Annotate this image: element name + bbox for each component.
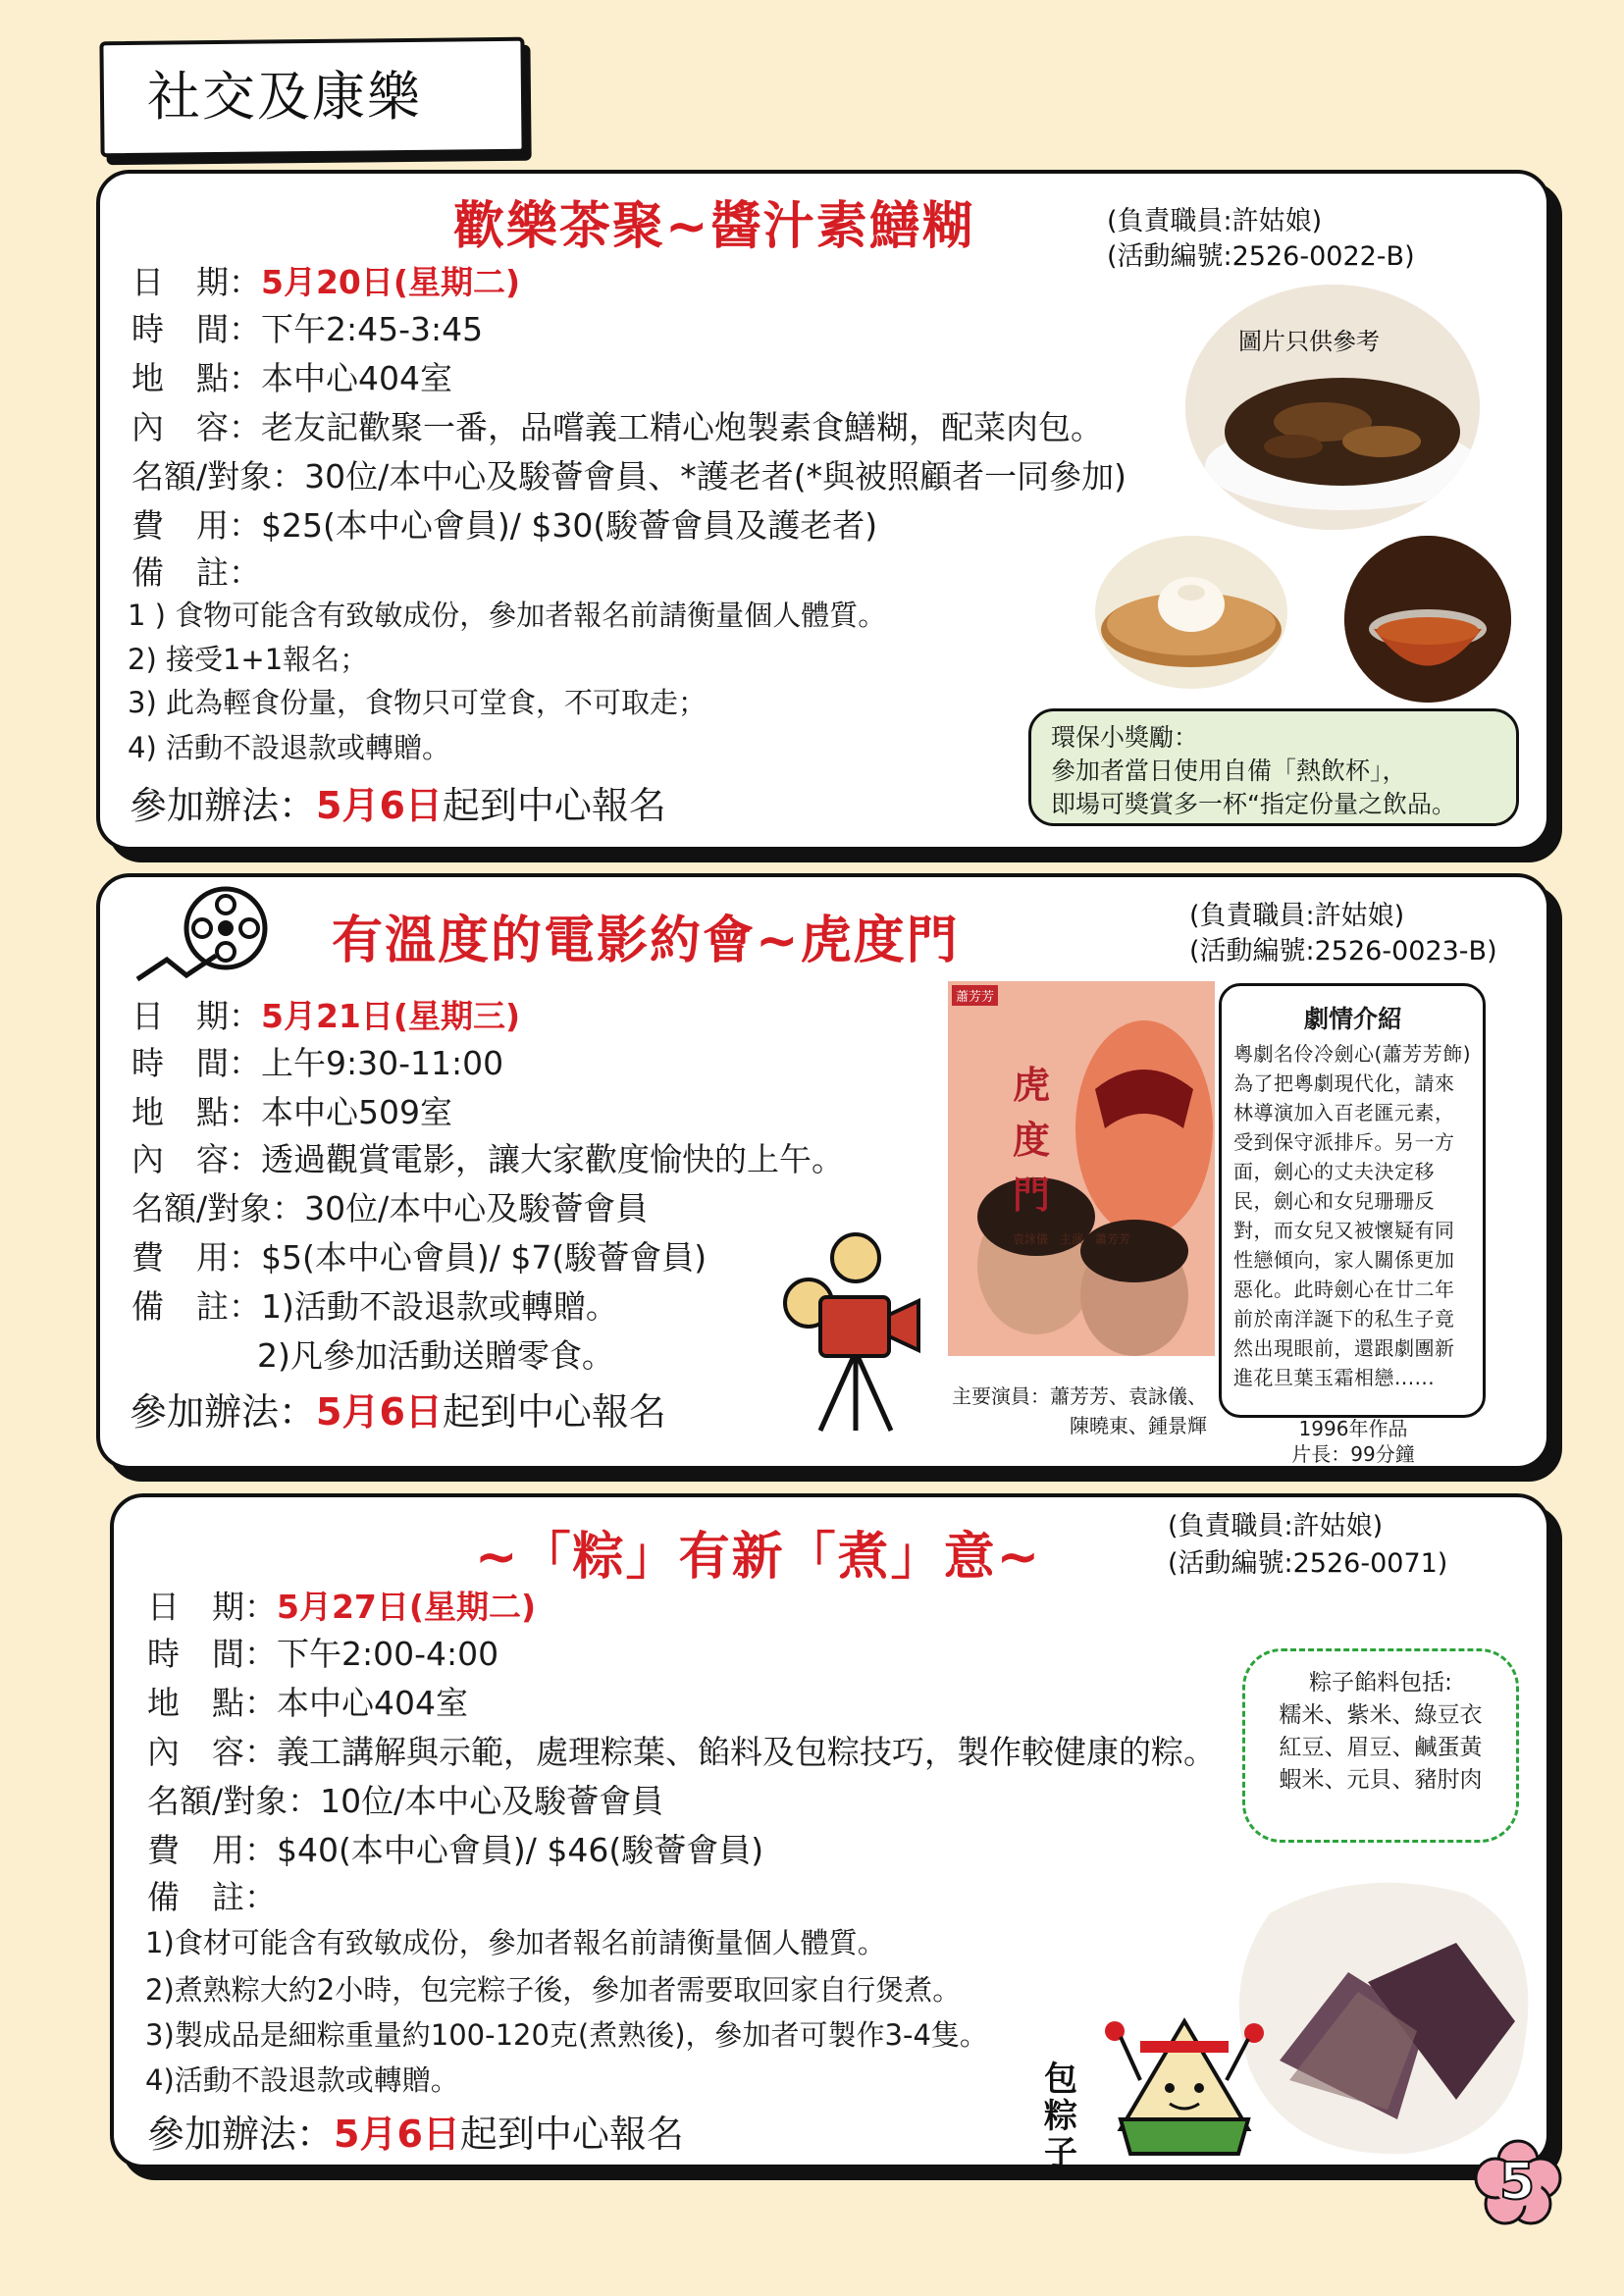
filling-line: 紅豆、眉豆、鹹蛋黃 (1279, 1735, 1483, 1760)
movie-camera-icon (781, 1228, 938, 1435)
quota-label: 名額/對象： (131, 457, 305, 496)
time-value: 下午2:45-3:45 (261, 310, 484, 348)
activity-code: (活動編號:2526-0023-B) (1189, 936, 1497, 966)
plot-year: 1996年作品 (1298, 1417, 1408, 1440)
content-row (131, 1134, 844, 1180)
fee-value: $40(本中心會員)/ $46(駿薈會員) (277, 1831, 764, 1869)
quota-value: 30位/本中心及駿薈會員、*護老者(*與被照顧者一同參加) (304, 457, 1126, 496)
event-title: 歡樂茶聚~醬汁素鱔糊 (453, 197, 975, 256)
fee-value: $25(本中心會員)/ $30(駿薈會員及護老者) (261, 506, 878, 545)
date-row (147, 1582, 536, 1628)
plot-title: 劇情介紹 (1303, 1005, 1402, 1033)
content-value: 義工講解與示範，處理粽葉、餡料及包粽技巧，製作較健康的粽。 (277, 1733, 1216, 1771)
date-label: 日 期： (147, 1588, 277, 1626)
place-label: 地 點： (131, 1093, 261, 1131)
fee-row (131, 1232, 707, 1278)
remark-row (131, 548, 261, 594)
filling-line: 蝦米、元貝、豬肘肉 (1279, 1767, 1483, 1793)
staff-in-charge: (負責職員:許姑娘) (1168, 1511, 1384, 1541)
quota-value: 30位/本中心及駿薈會員 (304, 1189, 649, 1227)
time-row (147, 1629, 498, 1675)
date-row (131, 257, 520, 303)
join-label: 參加辦法： (147, 2113, 335, 2156)
fee-label: 費 用： (147, 1831, 277, 1869)
event-title: 有溫度的電影約會~虎度門 (332, 912, 960, 970)
join-label: 參加辦法： (130, 784, 317, 827)
join-suffix: 起到中心報名 (442, 1390, 666, 1434)
content-value: 透過觀賞電影，讓大家歡度愉快的上午。 (261, 1140, 844, 1178)
registration-info (130, 775, 666, 829)
remark-item: 3) 此為輕食份量，食物只可堂食，不可取走； (128, 686, 707, 719)
fee-row (147, 1825, 763, 1871)
remark-row (147, 1872, 277, 1918)
fee-label: 費 用： (131, 1238, 261, 1277)
eco-line: 即場可獎賞多一杯“指定份量之飲品。 (1051, 790, 1456, 818)
poster-credit: 袁詠儀 主演 蕭芳芳 (1013, 1232, 1131, 1246)
filling-line: 糯米、紫米、綠豆衣 (1279, 1702, 1483, 1728)
fee-value: $5(本中心會員)/ $7(駿薈會員) (261, 1238, 707, 1277)
content-label: 內 容： (147, 1733, 277, 1771)
place-value: 本中心404室 (277, 1684, 468, 1722)
time-label: 時 間： (131, 1044, 261, 1082)
registration-info (147, 2104, 684, 2158)
bun-photo (1093, 514, 1289, 691)
date-label: 日 期： (131, 997, 261, 1035)
remark-label: 備 註： (147, 1878, 277, 1916)
poster-title: 虎度門 (1013, 1064, 1051, 1217)
activity-code: (活動編號:2526-0071) (1168, 1548, 1448, 1579)
tea-photo (1344, 536, 1511, 703)
remark-item: 1)活動不設退款或轉贈。 (261, 1287, 618, 1326)
place-label: 地 點： (131, 359, 261, 397)
place-row (131, 1087, 452, 1133)
join-label: 參加辦法： (130, 1390, 317, 1434)
remark-item: 2) 接受1+1報名； (128, 643, 369, 676)
fee-label: 費 用： (131, 506, 261, 545)
registration-info (130, 1382, 666, 1435)
quota-label: 名額/對象： (131, 1189, 305, 1227)
filling-line: 粽子餡料包括: (1309, 1670, 1452, 1696)
date-row (131, 991, 520, 1037)
eco-line: 環保小獎勵： (1051, 723, 1199, 752)
place-value: 本中心509室 (261, 1093, 452, 1131)
eco-reward-box (1028, 708, 1519, 826)
join-date: 5月6日 (316, 784, 443, 827)
date-value: 5月20日(星期二) (261, 263, 521, 301)
date-label: 日 期： (131, 263, 261, 301)
content-label: 內 容： (131, 1140, 261, 1178)
quota-value: 10位/本中心及駿薈會員 (320, 1782, 664, 1820)
join-date: 5月6日 (316, 1390, 443, 1434)
photo-disclaimer: 圖片只供參考 (1238, 328, 1380, 355)
staff-in-charge: (負責職員:許姑娘) (1189, 901, 1405, 931)
place-row (147, 1678, 468, 1724)
remark-item: 4) 活動不設退款或轉贈。 (128, 731, 450, 764)
cast-list (922, 1382, 1207, 1440)
activity-code: (活動編號:2526-0022-B) (1107, 241, 1415, 272)
movie-poster-image (948, 981, 1215, 1356)
mascot-label: 包粽子 (1044, 2060, 1077, 2173)
time-row (131, 1038, 503, 1084)
time-value: 上午9:30-11:00 (261, 1044, 504, 1082)
section-title: 社交及康樂 (147, 66, 422, 128)
remark-label: 備 註： (131, 553, 261, 592)
remark-label: 備 註： (131, 1287, 261, 1326)
time-label: 時 間： (147, 1635, 277, 1673)
page-number: 5 (1499, 2153, 1536, 2212)
cast-line: 陳曉東、鍾景輝 (1070, 1414, 1207, 1437)
film-reel-icon (128, 881, 285, 989)
content-value: 老友記歡聚一番，品嚐義工精心炮製素食鱔糊，配菜肉包。 (261, 408, 1103, 446)
quota-label: 名額/對象： (147, 1782, 321, 1820)
plot-text: 粵劇名伶冷劍心(蕭芳芳飾)為了把粵劇現代化，請來林導演加入百老匯元素，受到保守派排斥。另一方面，劍心的丈夫決定移民，劍心和女兒珊珊反對，而女兒又被懷疑有同性戀傾向，家人關係更加惡化。此時劍心在廿二年前於南洋誕下的私生子竟然出現眼前，還跟劇團新進花旦葉玉霜相戀...... (1233, 1042, 1472, 1389)
remark-item: 2)煮熟粽大約2小時，包完粽子後，參加者需要取回家自行煲煮。 (145, 1973, 962, 2007)
remark-item: 1)食材可能含有致敏成份，參加者報名前請衡量個人體質。 (145, 1926, 886, 1959)
poster-tag: 蕭芳芳 (952, 985, 998, 1006)
filling-list-box (1242, 1648, 1519, 1843)
remark-row (131, 1281, 618, 1328)
remark-item: 2)凡參加活動送贈零食。 (257, 1336, 614, 1375)
join-date: 5月6日 (334, 2113, 460, 2156)
content-row (147, 1727, 1216, 1773)
remark-item: 3)製成品是細粽重量約100-120克(煮熟後)，參加者可製作3-4隻。 (145, 2018, 988, 2052)
join-suffix: 起到中心報名 (442, 784, 666, 827)
remark-item: 4)活動不設退款或轉贈。 (145, 2063, 459, 2097)
place-label: 地 點： (147, 1684, 277, 1722)
quota-row (147, 1776, 663, 1822)
remark-item: 1 ) 食物可能含有致敏成份，參加者報名前請衡量個人體質。 (128, 599, 887, 632)
content-label: 內 容： (131, 408, 261, 446)
staff-in-charge: (負責職員:許姑娘) (1107, 206, 1323, 236)
date-value: 5月21日(星期三) (261, 997, 521, 1035)
time-label: 時 間： (131, 310, 261, 348)
plot-length: 片長：99分鐘 (1291, 1442, 1415, 1466)
fee-row (131, 500, 877, 547)
plot-summary-box (1219, 983, 1486, 1466)
date-value: 5月27日(星期二) (277, 1588, 537, 1626)
join-suffix: 起到中心報名 (459, 2113, 684, 2156)
zongzi-photo (1231, 1874, 1543, 2159)
zongzi-mascot-icon (1101, 2011, 1268, 2159)
place-value: 本中心404室 (261, 359, 452, 397)
quota-row (131, 1183, 648, 1229)
event-title: ~「粽」有新「煮」意~ (475, 1528, 1042, 1587)
time-value: 下午2:00-4:00 (277, 1635, 499, 1673)
place-row (131, 353, 452, 399)
content-row (131, 402, 1103, 448)
time-row (131, 304, 483, 350)
quota-row (131, 451, 1126, 497)
cast-line: 主要演員：蕭芳芳、袁詠儀、 (952, 1384, 1207, 1408)
eco-line: 參加者當日使用自備「熱飲杯」， (1051, 757, 1407, 785)
